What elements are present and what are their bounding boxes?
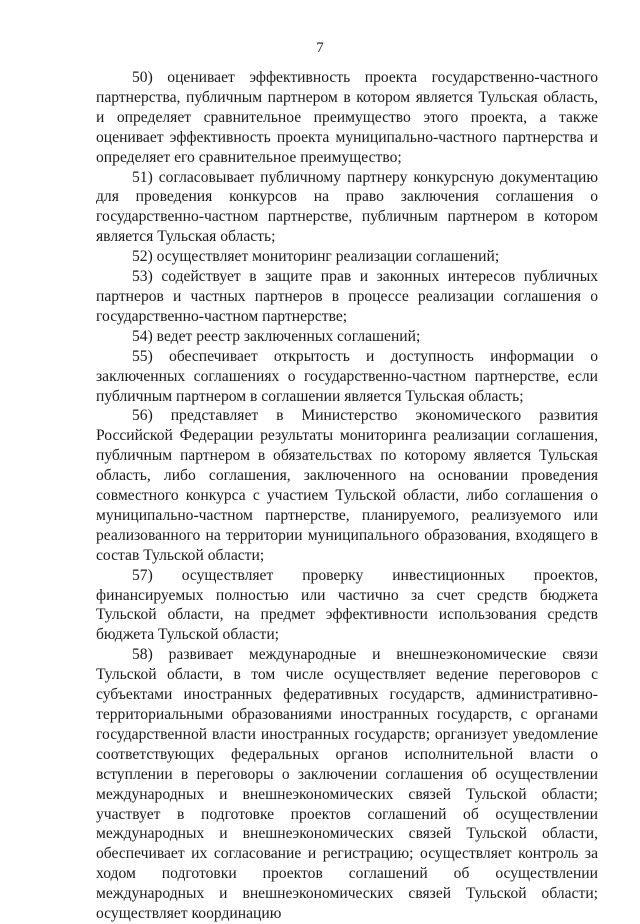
page-number: 7 — [316, 40, 324, 56]
paragraph-item-53: 53) содействует в защите прав и законных интересов публичных партнеров и частных партнеров в процессе реализации соглашения о государственно-частном партнерстве; — [96, 268, 598, 325]
paragraph-item-57: 57) осуществляет проверку инвестиционных проектов, финансируемых полностью или частично за счет средств бюджета Тульской области, на предмет эффективности использования средств бюджета Тульской области; — [96, 566, 598, 644]
document-body — [96, 68, 598, 924]
paragraph-item-58: 58) развивает международные и внешнеэкономические связи Тульской области, в том числе осуществляет ведение переговоров с субъектами иностранных федеративных государств, административно-территориальными образованиями иностранных государств, с органами государственной власти иностранных государств; организует уведомление соответствующих федеральных органов исполнительной власти о вступлении в переговоры о заключении соглашения об осуществлении международных и внешнеэкономических связей Тульской области; участвует в подготовке проектов соглашений об осуществлении международных и внешнеэкономических связей Тульской области, обеспечивает их согласование и регистрацию; осуществляет контроль за ходом подготовки проектов соглашений об осуществлении международных и внешнеэкономических связей Тульской области; осуществляет координацию — [96, 646, 598, 923]
paragraph-item-52: 52) осуществляет мониторинг реализации соглашений; — [132, 248, 500, 266]
paragraph-item-55: 55) обеспечивает открытость и доступность информации о заключенных соглашениях о государственно-частном партнерстве, если публичным партнером в соглашении является Тульская область; — [96, 347, 598, 405]
paragraph-item-56: 56) представляет в Министерство экономического развития Российской Федерации результаты мониторинга реализации соглашения, публичным партнером в обязательствах по которому является Тульская область, либо соглашения, заключенного на основании проведения совместного конкурса с участием Тульской области, либо соглашения о муниципально-частном партнерстве, планируемого, реализуемого или реализованного на территории муниципального образования, входящего в состав Тульской области; — [96, 407, 598, 564]
paragraph-item-50: 50) оценивает эффективность проекта государственно-частного партнерства, публичным партнером в котором является Тульская область, и определяет сравнительное преимущество этого проекта, а также оценивает эффективность проекта муниципально-частного партнерства и определяет его сравнительное преимущество; — [96, 69, 598, 166]
paragraph-item-51: 51) согласовывает публичному партнеру конкурсную документацию для проведения конкурсов на право заключения соглашения о государственно-частном партнерстве, публичным партнером в котором является Тульская область; — [96, 168, 598, 246]
paragraph-item-54: 54) ведет реестр заключенных соглашений; — [132, 327, 421, 345]
